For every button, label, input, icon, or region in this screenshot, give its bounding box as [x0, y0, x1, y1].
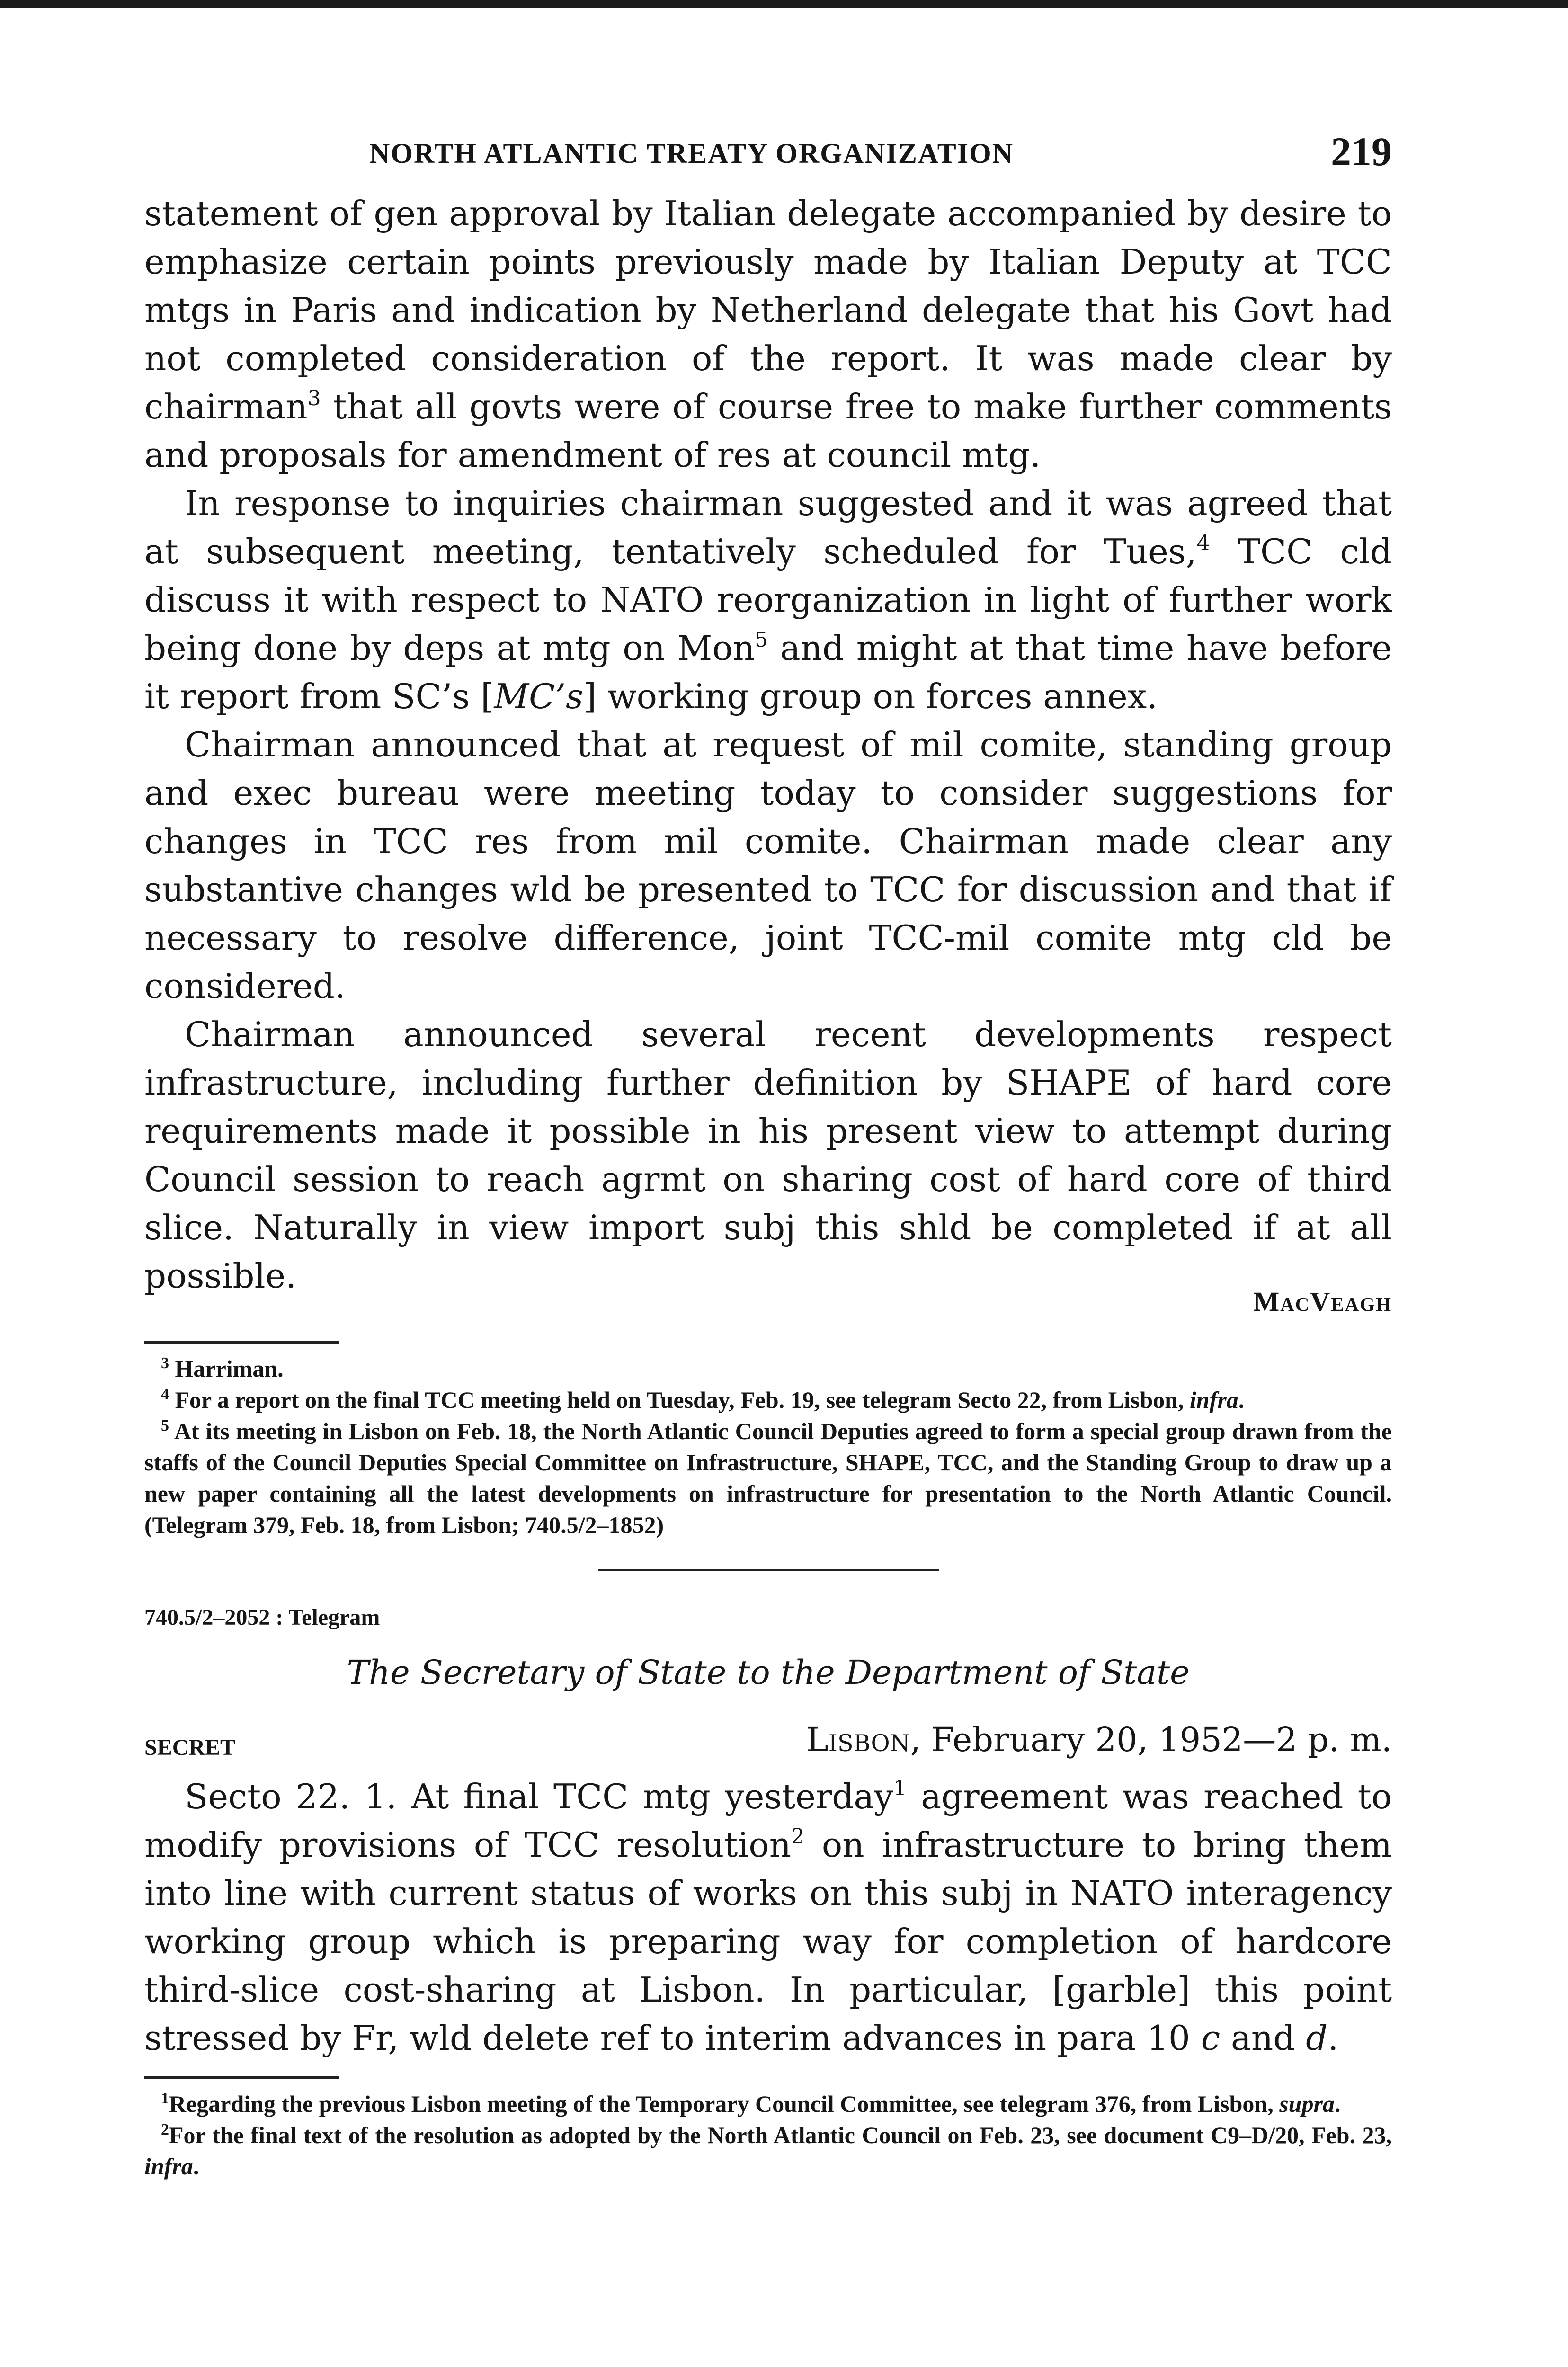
footnote-ref-2: 2	[791, 1824, 805, 1849]
footnote-3: $^3$ Harriman.	[161, 1354, 284, 1382]
footnote-rule	[144, 1341, 339, 1344]
page-content	[144, 118, 1392, 2182]
top-scan-border	[0, 0, 1568, 8]
running-title: NORTH ATLANTIC TREATY ORGANIZATION	[369, 138, 1014, 169]
dateline	[806, 1720, 1392, 1759]
footnote-ref-1: 1	[893, 1776, 907, 1800]
page-number: 219	[1331, 129, 1392, 174]
section-separator	[598, 1569, 939, 1571]
footnote-rule-2	[144, 2076, 339, 2079]
dateline-row	[144, 1720, 1392, 1772]
footnote-ref-3: 3	[307, 386, 321, 410]
paragraph-2: In response to inquiries chairman suggested and it was agreed that at subsequent meeting, tentatively scheduled for Tues,$^4$ TCC cld discuss it with respect to NATO reorganization in light of further work being done by deps at mtg on Mon$^5$ and might at that time have before it report from SC’s [MC’s] working group on forces annex.	[144, 483, 1392, 716]
footnote-5: $^5$ At its meeting in Lisbon on Feb. 18, the North Atlantic Council Deputies agreed to form a special group drawn from the staffs of the Council Deputies Special Committee on Infrastructure, SHAPE, TCC, and the Standing Group to draw up a new paper containing all the latest developments on infrastructure for presentation to the North Atlantic Council. (Telegram 379, Feb. 18, from Lisbon; 740.5/2–1852)	[144, 1417, 1392, 1538]
footnote-4: $^4$ For a report on the final TCC meeting held on Tuesday, Feb. 19, see telegram Secto 22, from Lisbon, infra.	[161, 1386, 1245, 1413]
footnote-1: $^1$Regarding the previous Lisbon meeting of the Temporary Council Committee, see telegram 376, from Lisbon, supra.	[161, 2090, 1341, 2117]
file-reference: 740.5/2–2052 : Telegram	[144, 1605, 380, 1630]
footnote-2: $^2$For the final text of the resolution as adopted by the North Atlantic Council on Feb. 23, see document C9–D/20, Feb. 23, infra.	[144, 2121, 1392, 2180]
document-title: The Secretary of State to the Department of State	[347, 1653, 1190, 1692]
paragraph-4: Chairman announced several recent developments respect infrastructure, including further definition by SHAPE of hard core requirements made it possible in his present view to attempt during Council session to reach agrmt on sharing cost of hard core of third slice. Naturally in view import subj this shld be completed if at all possible.	[144, 1014, 1392, 1296]
running-head	[144, 118, 1392, 189]
dateline-date: , February 20, 1952—2 p. m.	[910, 1720, 1392, 1759]
footnotes-telegram	[144, 2076, 1392, 2182]
signature: MacVeagh	[1253, 1286, 1392, 1317]
dateline-place: Lisbon	[806, 1720, 910, 1759]
classification-label: SECRET	[144, 1735, 236, 1760]
paragraph-3: Chairman announced that at request of mil comite, standing group and exec bureau were meeting today to consider suggestions for changes in TCC res from mil comite. Chairman made clear any substantive changes wld be presented to TCC for discussion and that if necessary to resolve difference, joint TCC-mil comite mtg cld be considered.	[144, 725, 1392, 1006]
footnote-ref-4: 4	[1196, 531, 1210, 555]
paragraph-1: statement of gen approval by Italian delegate accompanied by desire to emphasize certain points previously made by Italian Deputy at TCC mtgs in Paris and indication by Netherland delegate that his Govt had not completed consideration of the report. It was made clear by chairman$^3$ that all govts were of course free to make further comments and proposals for amendment of res at council mtg.	[144, 194, 1392, 475]
footnote-ref-5: 5	[755, 628, 768, 652]
telegram-body: Secto 22. 1. At final TCC mtg yesterday$^1$ agreement was reached to modify provisions of TCC resolution$^2$ on infrastructure to bring them into line with current status of works on this subj in NATO interagency working group which is preparing way for completion of hardcore third-slice cost-sharing at Lisbon. In particular, [garble] this point stressed by Fr, wld delete ref to interim advances in para 10 c and d.	[144, 1776, 1392, 2058]
